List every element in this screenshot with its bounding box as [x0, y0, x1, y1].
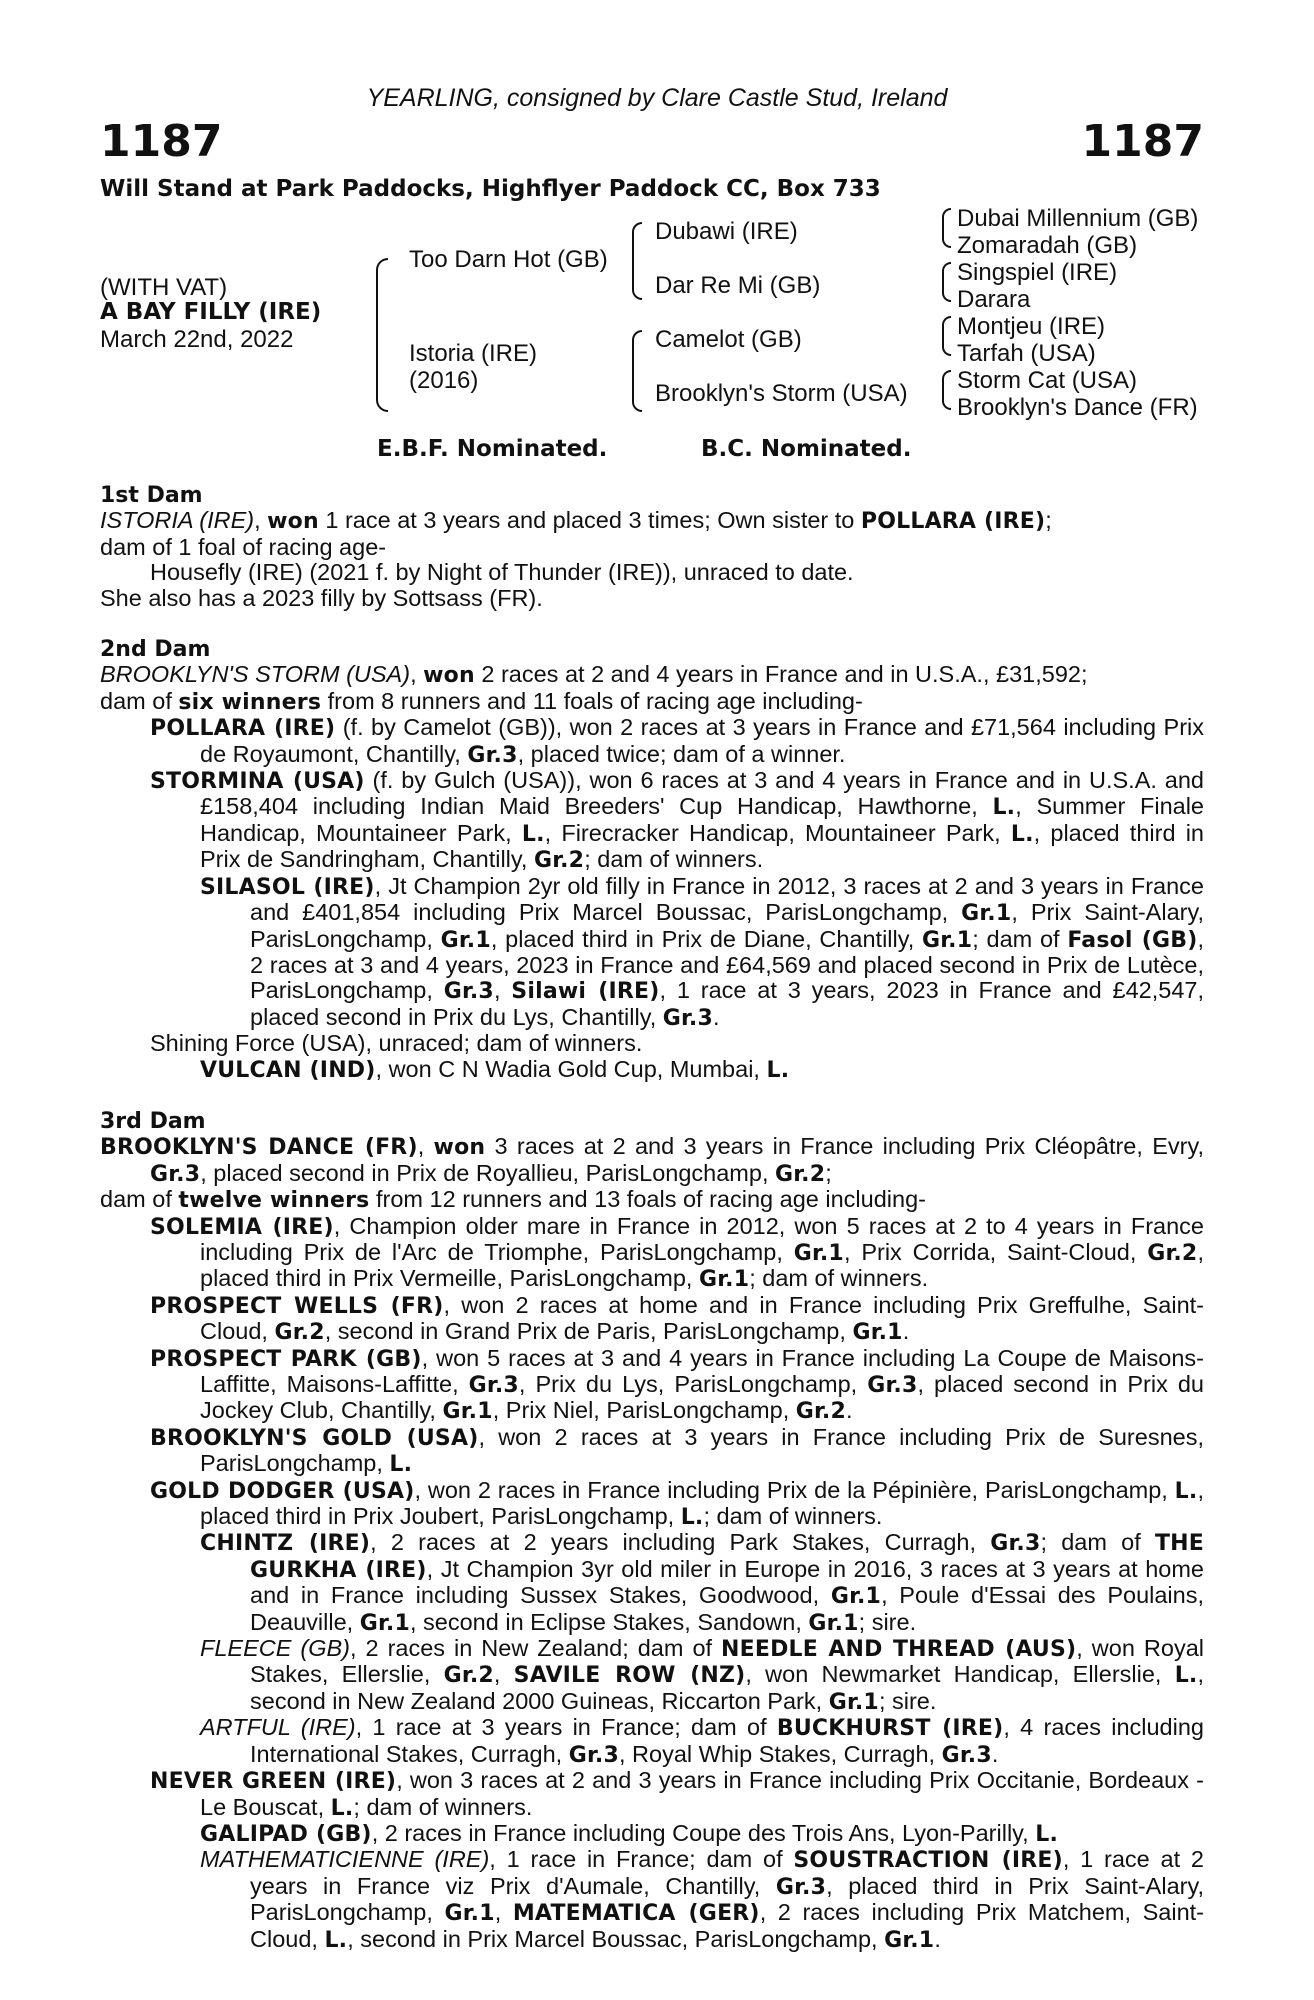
with-vat: (WITH VAT) [100, 274, 228, 301]
catalogue-body [100, 483, 1204, 1953]
brace-main [376, 258, 388, 412]
produce-never-green: NEVER GREEN (IRE), won 3 races at 2 and 3 years in France including Prix Occitanie, Bordeaux - Le Bouscat, L.; dam of winners. [150, 1767, 1205, 1821]
produce-brooklyns-gold: BROOKLYN'S GOLD (USA), won 2 races at 3 years in France including Prix de Suresnes, ParisLongchamp, L. [150, 1423, 1204, 1478]
first-dam-entry: ISTORIA (IRE), won 1 race at 3 years and placed 3 times; Own sister to POLLARA (IRE); dam of 1 foal of racing age- [100, 507, 1052, 560]
dds: Storm Cat (USA) [957, 367, 1138, 394]
dam-sire: Camelot (GB) [655, 326, 802, 353]
sire-sire: Dubawi (IRE) [655, 218, 798, 245]
lot-number-right: 1187 [1081, 116, 1204, 167]
produce-shining-force: Shining Force (USA), unraced; dam of winners. [150, 1030, 643, 1057]
produce-galipad: GALIPAD (GB), 2 races in France including Coupe des Trois Ans, Lyon-Parilly, L. [200, 1819, 1059, 1847]
produce-fleece: FLEECE (GB), 2 races in New Zealand; dam of NEEDLE AND THREAD (AUS), won Royal Stakes, Ellerslie, Gr.2, SAVILE ROW (NZ), won Newmarket Handicap, Ellerslie, L., second in New Zealand 2000 Guineas, Riccarton Park, Gr.1; sire. [200, 1635, 1204, 1715]
sale-caption: YEARLING, consigned by Clare Castle Stud, Ireland [366, 84, 948, 112]
brace-dd [942, 370, 951, 410]
brace-ss [942, 208, 951, 248]
brace-dam [632, 330, 642, 412]
third-dam-entry: BROOKLYN'S DANCE (FR), won 3 races at 2 and 3 years in France including Prix Cléopâtre, Evry, Gr.3, placed second in Prix de Royallieu, ParisLongchamp, Gr.2; [100, 1133, 1204, 1187]
sdd: Darara [957, 286, 1031, 313]
dam-year: (2016) [409, 367, 479, 394]
second-dam-title: 2nd Dam [100, 637, 211, 663]
brace-ds [942, 316, 951, 356]
produce-prospect-park: PROSPECT PARK (GB), won 5 races at 3 and 4 years in France including La Coupe de Maisons-Laffitte, Maisons-Laffitte, Gr.3, Prix du Lys, ParisLongchamp, Gr.3, placed second in Prix du Jockey Club, Chantilly, Gr.1, Prix Niel, ParisLongchamp, Gr.2. [150, 1344, 1205, 1425]
produce-silasol: SILASOL (IRE), Jt Champion 2yr old filly in France in 2012, 3 races at 2 and 3 years in France and £401,854 including Prix Marcel Boussac, ParisLongchamp, Gr.1, Prix Saint-Alary, ParisLongchamp, Gr.1, placed third in Prix de Diane, Chantilly, Gr.1; dam of Fasol (GB), 2 races at 3 and 4 years, 2023 in France and £64,569 and placed second in Prix de Lutèce, ParisLongchamp, Gr.3, Silawi (IRE), 1 race at 3 years, 2023 in France and £42,547, placed second in Prix du Lys, Chantilly, Gr.3. [200, 872, 1204, 1031]
sire-name: Too Darn Hot (GB) [409, 246, 608, 273]
produce-pollara: POLLARA (IRE) (f. by Camelot (GB)), won 2 races at 3 years in France and £71,564 including Prix de Royaumont, Chantilly, Gr.3, placed twice; dam of a winner. [150, 714, 1204, 768]
brace-sire [632, 222, 642, 300]
first-dam-title: 1st Dam [100, 483, 203, 508]
sss: Dubai Millennium (GB) [957, 205, 1199, 232]
ssd: Zomaradah (GB) [957, 232, 1138, 259]
lot-number-left: 1187 [100, 116, 223, 167]
first-dam-note: She also has a 2023 filly by Sottsass (FR). [100, 584, 543, 611]
stand-location: Will Stand at Park Paddocks, Highflyer Paddock CC, Box 733 [100, 176, 881, 202]
produce-gold-dodger: GOLD DODGER (USA), won 2 races in France including Prix de la Pépinière, ParisLongchamp, L., placed third in Prix Joubert, ParisLongchamp, L.; dam of winners. [150, 1476, 1204, 1531]
first-dam-produce: Housefly (IRE) (2021 f. by Night of Thunder (IRE)), unraced to date. [150, 559, 854, 586]
produce-prospect-wells: PROSPECT WELLS (FR), won 2 races at home and in France including Prix Greffulhe, Saint-Cloud, Gr.2, second in Grand Prix de Paris, ParisLongchamp, Gr.1. [150, 1291, 1204, 1346]
sds: Singspiel (IRE) [957, 259, 1118, 286]
produce-solemia: SOLEMIA (IRE), Champion older mare in France in 2012, won 5 races at 2 to 4 years in France including Prix de l'Arc de Triomphe, ParisLongchamp, Gr.1, Prix Corrida, Saint-Cloud, Gr.2, placed third in Prix Vermeille, ParisLongchamp, Gr.1; dam of winners. [150, 1212, 1204, 1293]
bc-nominated: B.C. Nominated. [701, 436, 912, 462]
horse-name: A BAY FILLY (IRE) [100, 299, 322, 325]
sire-dam: Dar Re Mi (GB) [655, 272, 821, 299]
dam-name: Istoria (IRE) [409, 340, 538, 367]
ebf-nominated: E.B.F. Nominated. [377, 436, 608, 462]
produce-chintz: CHINTZ (IRE), 2 races at 2 years including Park Stakes, Curragh, Gr.3; dam of THE GURKHA (IRE), Jt Champion 3yr old miler in Europe in 2016, 3 races at 3 years at home and in France including Sussex Stakes, Goodwood, Gr.1, Poule d'Essai des Poulains, Deauville, Gr.1, second in Eclipse Stakes, Sandown, Gr.1; sire. [200, 1529, 1205, 1636]
third-dam-title: 3rd Dam [100, 1108, 206, 1134]
dss: Montjeu (IRE) [957, 313, 1106, 340]
produce-stormina: STORMINA (USA) (f. by Gulch (USA)), won 6 races at 3 and 4 years in France and in U.S.A. and £158,404 including Indian Maid Breeders' Cup Handicap, Hawthorne, L., Summer Finale Handicap, Mountaineer Park, L., Firecracker Handicap, Mountaineer Park, L., placed third in Prix de Sandringham, Chantilly, Gr.2; dam of winners. [150, 767, 1204, 874]
dam-dam: Brooklyn's Storm (USA) [655, 380, 908, 407]
dsd: Tarfah (USA) [957, 340, 1096, 367]
brace-sd [942, 262, 951, 302]
produce-mathematicienne: MATHEMATICIENNE (IRE), 1 race in France; dam of SOUSTRACTION (IRE), 1 race at 2 years in France viz Prix d'Aumale, Chantilly, Gr.3, placed third in Prix Saint-Alary, ParisLongchamp, Gr.1, MATEMATICA (GER), 2 races including Prix Matchem, Saint-Cloud, L., second in Prix Marcel Boussac, ParisLongchamp, Gr.1. [200, 1846, 1205, 1953]
foaled-date: March 22nd, 2022 [100, 326, 294, 353]
ddd: Brooklyn's Dance (FR) [957, 394, 1198, 421]
third-dam-summary: dam of twelve winners from 12 runners and 13 foals of racing age including- [100, 1186, 926, 1214]
produce-vulcan: VULCAN (IND), won C N Wadia Gold Cup, Mumbai, L. [200, 1055, 790, 1083]
produce-artful: ARTFUL (IRE), 1 race at 3 years in France; dam of BUCKHURST (IRE), 4 races including International Stakes, Curragh, Gr.3, Royal Whip Stakes, Curragh, Gr.3. [200, 1714, 1204, 1768]
second-dam-entry: BROOKLYN'S STORM (USA), won 2 races at 2 and 4 years in France and in U.S.A., £31,592; dam of six winners from 8 runners and 11 foals of racing age including- [100, 661, 1088, 715]
